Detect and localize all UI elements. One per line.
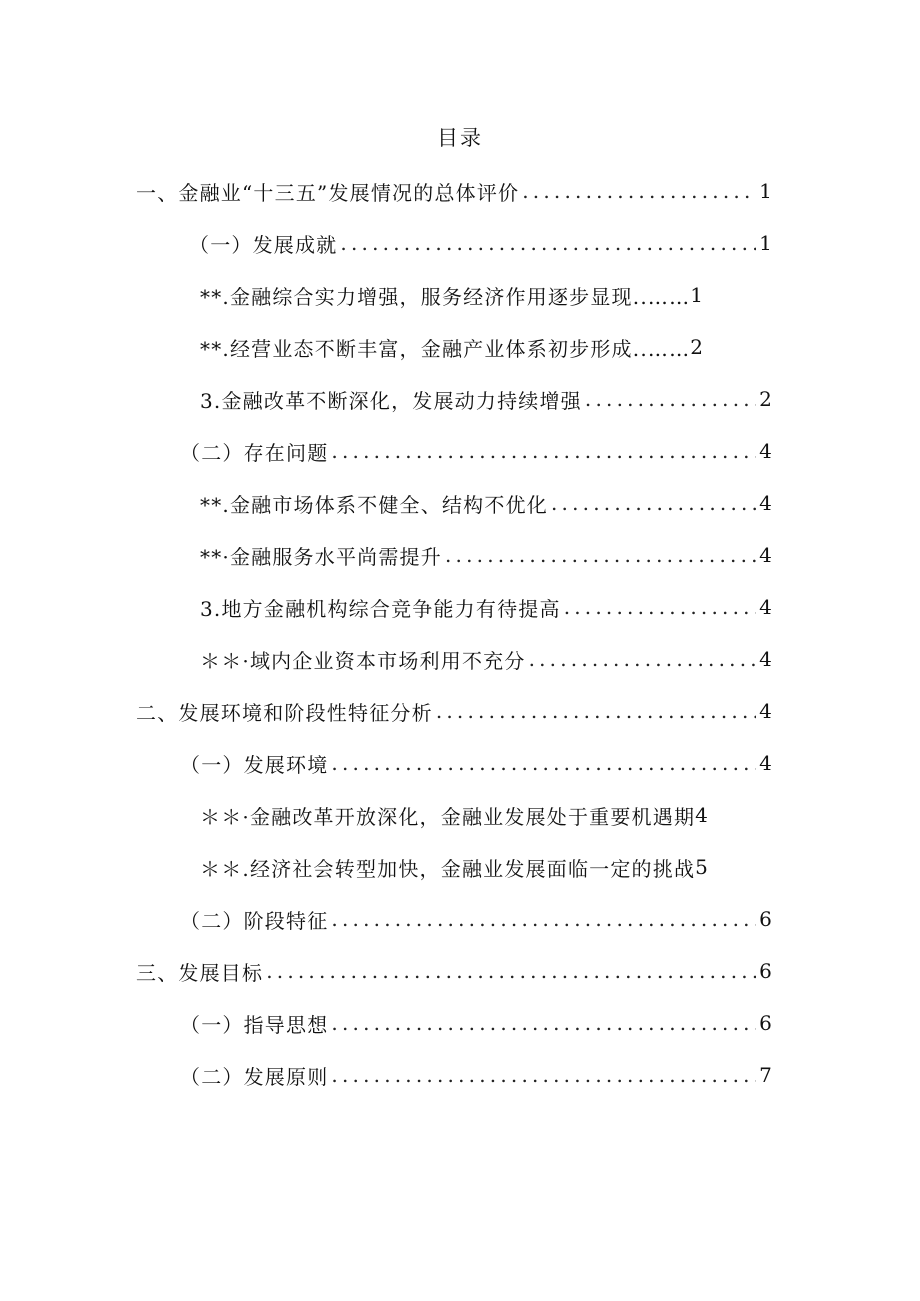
toc-page-number: 1 [759, 179, 773, 203]
toc-page-number: 5 [695, 855, 710, 879]
toc-page-number: 4 [759, 595, 773, 619]
toc-entry-text: （二）存在问题 [180, 440, 329, 465]
toc-dot-leader [331, 907, 756, 931]
toc-page-number: 7 [759, 1063, 773, 1087]
toc-dot-leader [585, 387, 756, 411]
toc-entry-text: （一）发展成就 [189, 232, 338, 257]
toc-page-number: 4 [759, 491, 773, 515]
toc-entry-text: 一、金融业“十三五”发展情况的总体评价 [136, 180, 520, 205]
toc-dot-leader [266, 959, 756, 983]
toc-page-number: 2 [759, 387, 773, 411]
toc-page-number: 4 [759, 647, 773, 671]
toc-page-number: 1 [759, 231, 773, 255]
toc-entry-text: （二）阶段特征 [180, 908, 329, 933]
toc-page-number: 4 [759, 751, 773, 775]
toc-entry[interactable] [200, 581, 773, 633]
toc-entry-text: （一）指导思想 [180, 1012, 329, 1037]
toc-entry-text: （二）发展原则 [180, 1064, 329, 1089]
toc-page-number: 1 [690, 283, 705, 307]
toc-entry[interactable] [200, 841, 765, 893]
toc-entry-text: 3.地方金融机构综合竞争能力有待提高 [200, 596, 561, 621]
toc-entry[interactable] [200, 269, 760, 321]
toc-entry[interactable] [200, 633, 773, 685]
toc-entry[interactable] [200, 321, 760, 373]
toc-entry[interactable] [136, 685, 773, 737]
toc-entry-text: **.金融市场体系不健全、结构不优化 [200, 492, 548, 517]
toc-page-number: 4 [695, 803, 710, 827]
toc-entry-text: ＊＊.经济社会转型加快，金融业发展面临一定的挑战 [200, 856, 696, 881]
toc-entry[interactable] [200, 529, 773, 581]
toc-dot-leader [445, 543, 756, 567]
toc-dot-leader [331, 1063, 756, 1087]
toc-page-number: 6 [759, 1011, 773, 1035]
toc-entry-text: 三、发展目标 [136, 960, 264, 985]
toc-dot-leader [522, 179, 756, 203]
toc-page-number: 6 [759, 959, 773, 983]
toc-entry-text: **·金融服务水平尚需提升 [200, 544, 442, 569]
toc-title: 目录 [437, 126, 483, 150]
toc-entry[interactable] [200, 373, 773, 425]
toc-entry-text: 二、发展环境和阶段性特征分析 [136, 700, 433, 725]
toc-entry-text: ＊＊·金融改革开放深化，金融业发展处于重要机遇期 [200, 804, 696, 829]
toc-page-number: 4 [759, 439, 773, 463]
toc-dot-leader [331, 1011, 756, 1035]
toc-entry[interactable] [180, 1049, 773, 1101]
toc-entry[interactable] [180, 997, 773, 1049]
toc-entry[interactable] [200, 789, 765, 841]
toc-dot-leader [340, 231, 756, 255]
toc-dot-leader [436, 699, 756, 723]
toc-entry-text: **.经营业态不断丰富，金融产业体系初步形成..…… [200, 336, 691, 361]
toc-page-number: 2 [690, 335, 705, 359]
toc-entry[interactable] [180, 737, 773, 789]
toc-page-number: 4 [759, 543, 773, 567]
toc-dot-leader [331, 439, 756, 463]
toc-entry[interactable] [180, 425, 773, 477]
toc-dot-leader [331, 751, 756, 775]
toc-entry[interactable] [189, 217, 773, 269]
toc-entry-text: 3.金融改革不断深化，发展动力持续增强 [200, 388, 582, 413]
toc-dot-leader [564, 595, 756, 619]
toc-entry-text: （一）发展环境 [180, 752, 329, 777]
toc-entry[interactable] [200, 477, 773, 529]
toc-entry[interactable] [180, 893, 773, 945]
toc-entry-text: **.金融综合实力增强，服务经济作用逐步显现..…… [200, 284, 691, 309]
toc-dot-leader [551, 491, 756, 515]
toc-entry[interactable] [136, 165, 773, 217]
toc-entry[interactable] [136, 945, 773, 997]
toc-page-number: 6 [759, 907, 773, 931]
toc-dot-leader [529, 647, 757, 671]
toc-page-number: 4 [759, 699, 773, 723]
toc-entry-text: ＊＊·域内企业资本市场利用不充分 [200, 648, 526, 673]
